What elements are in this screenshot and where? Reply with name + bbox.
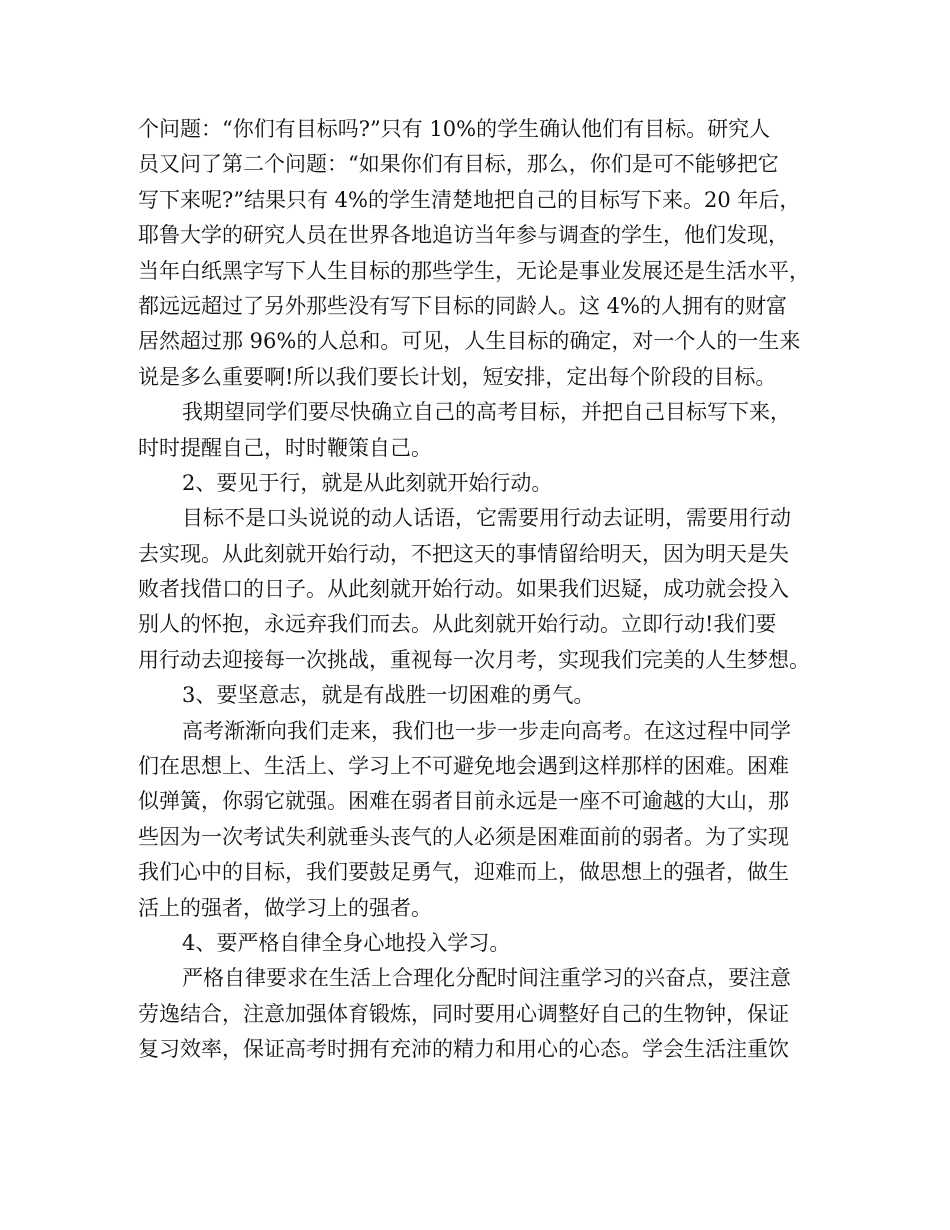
text-line: 时时提醒自己，时时鞭策自己。 (138, 435, 432, 460)
text-line: 去实现。从此刻就开始行动，不把这天的事情留给明天，因为明天是失 (138, 541, 789, 566)
text-line: 我们心中的目标，我们要鼓足勇气，迎难而上，做思想上的强者，做生 (138, 860, 789, 885)
paragraph-start-line: 我期望同学们要尽快确立自己的高考目标，并把自己目标写下来， (182, 400, 791, 425)
document-body (138, 112, 828, 1068)
text-line: 们在思想上、生活上、学习上不可避免地会遇到这样那样的困难。困难 (138, 754, 789, 779)
section-heading-3: 3、要坚意志，就是有战胜一切困难的勇气。 (182, 683, 595, 708)
text-line: 居然超过那 96%的人总和。可见，人生目标的确定，对一个人的一生来 (138, 329, 801, 354)
paragraph-start-line: 高考渐渐向我们走来，我们也一步一步走向高考。在这过程中同学 (182, 718, 791, 743)
paragraph-start-line: 目标不是口头说说的动人话语，它需要用行动去证明，需要用行动 (182, 506, 791, 531)
text-line: 败者找借口的日子。从此刻就开始行动。如果我们迟疑，成功就会投入 (138, 577, 789, 602)
text-line: 都远远超过了另外那些没有写下目标的同龄人。这 4%的人拥有的财富 (138, 293, 787, 318)
text-line: 别人的怀抱，永远弃我们而去。从此刻就开始行动。立即行动!我们要 (138, 612, 777, 637)
text-line: 些因为一次考试失利就垂头丧气的人必须是困难面前的弱者。为了实现 (138, 824, 789, 849)
section-heading-2: 2、要见于行，就是从此刻就开始行动。 (182, 470, 553, 495)
section-heading-4: 4、要严格自律全身心地投入学习。 (182, 930, 511, 955)
text-line: 劳逸结合，注意加强体育锻炼，同时要用心调整好自己的生物钟，保证 (138, 1001, 789, 1026)
text-line: 似弹簧，你弱它就强。困难在弱者目前永远是一座不可逾越的大山，那 (138, 789, 789, 814)
text-line: 当年白纸黑字写下人生目标的那些学生，无论是事业发展还是生活水平， (138, 258, 810, 283)
text-line: 员又问了第二个问题：“如果你们有目标，那么，你们是可不能够把它 (138, 152, 779, 177)
text-line: 用行动去迎接每一次挑战，重视每一次月考，实现我们完美的人生梦想。 (138, 647, 810, 672)
text-line: 活上的强者，做学习上的强者。 (138, 895, 432, 920)
text-line: 复习效率，保证高考时拥有充沛的精力和用心的心态。学会生活注重饮 (138, 1037, 789, 1062)
text-line: 写下来呢?”结果只有 4%的学生清楚地把自己的目标写下来。20 年后， (138, 187, 801, 212)
text-line: 说是多么重要啊!所以我们要长计划，短安排，定出每个阶段的目标。 (138, 364, 777, 389)
text-line: 耶鲁大学的研究人员在世界各地追访当年参与调查的学生，他们发现， (138, 223, 789, 248)
paragraph-start-line: 严格自律要求在生活上合理化分配时间注重学习的兴奋点，要注意 (182, 966, 791, 991)
text-line: 个问题：“你们有目标吗?”只有 10%的学生确认他们有目标。研究人 (138, 117, 771, 141)
